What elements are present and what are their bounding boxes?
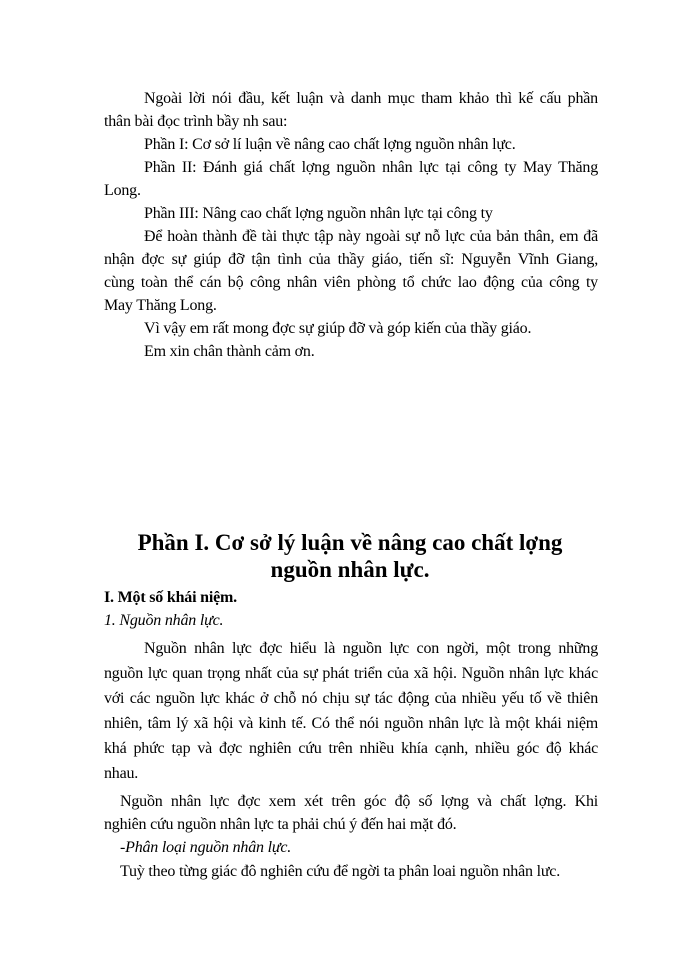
- para1-line1: Nguồn nhân lực đợc hiểu là nguồn lực con ngời, một trong những: [144, 640, 598, 657]
- intro-part2-item-line1: Phần II: Đánh giá chất lợng nguồn nhân lực tại công ty May Thăng: [144, 159, 598, 176]
- intro-part1-item: Phần I: Cơ sở lí luận về nâng cao chất lợng nguồn nhân lực.: [144, 136, 516, 153]
- section-heading: I. Một số khái niệm.: [104, 589, 237, 606]
- para3-line1: Tuỳ theo từng giác đô nghiên cứu để ngời ta phân loai nguồn nhân lưc.: [120, 863, 561, 880]
- para2-line2: nghiên cứu nguồn nhân lực ta phải chú ý đến hai mặt đó.: [104, 816, 457, 833]
- para1-line2: nguồn lực quan trọng nhất của sự phát triển của xã hội. Nguồn nhân lực khác: [104, 665, 598, 682]
- part1-heading-line2: nguồn nhân lực.: [270, 557, 430, 582]
- part1-heading-line1: Phần I. Cơ sở lý luận về nâng cao chất lợng: [137, 530, 563, 555]
- intro-part3-item: Phần III: Nâng cao chất lợng nguồn nhân lực tại công ty: [144, 205, 493, 222]
- intro-p1-line1: Ngoài lời nói đầu, kết luận và danh mục tham khảo thì kế cấu phần: [144, 90, 598, 107]
- subsection-heading: 1. Nguồn nhân lực.: [104, 612, 224, 629]
- intro-p5-line3: cùng toàn thể cán bộ công nhân viên phòng tổ chức lao động của công ty: [104, 274, 598, 291]
- intro-p1-line2: thân bài đọc trình bầy nh sau:: [104, 113, 288, 130]
- intro-p5-line4: May Thăng Long.: [104, 297, 217, 314]
- intro-p6: Vì vậy em rất mong đợc sự giúp đỡ và góp kiến của thầy giáo.: [144, 320, 532, 337]
- intro-p5-line2: nhận đợc sự giúp đỡ tận tình của thầy giáo, tiến sĩ: Nguyễn Vĩnh Giang,: [104, 251, 598, 268]
- para2-line1: Nguồn nhân lực đợc xem xét trên góc độ số lợng và chất lợng. Khi: [120, 793, 598, 810]
- intro-p5-line1: Để hoàn thành đề tài thực tập này ngoài sự nỗ lực của bản thân, em đã: [144, 228, 598, 245]
- para1-line3: với các nguồn lực khác ở chỗ nó chịu sự tác động của nhiều yếu tố về thiên: [104, 690, 598, 707]
- intro-thanks: Em xin chân thành cảm ơn.: [144, 343, 315, 360]
- para1-line6: nhau.: [104, 765, 139, 782]
- intro-part2-item-line2: Long.: [104, 182, 141, 199]
- para1-line4: nhiên, tâm lý xã hội và kinh tế. Có thể nói nguồn nhân lực là một khái niệm: [104, 715, 598, 732]
- classification-heading: -Phân loại nguồn nhân lực.: [120, 839, 292, 856]
- para1-line5: khá phức tạp và đợc nghiên cứu trên nhiều khía cạnh, nhiều góc độ khác: [104, 740, 598, 757]
